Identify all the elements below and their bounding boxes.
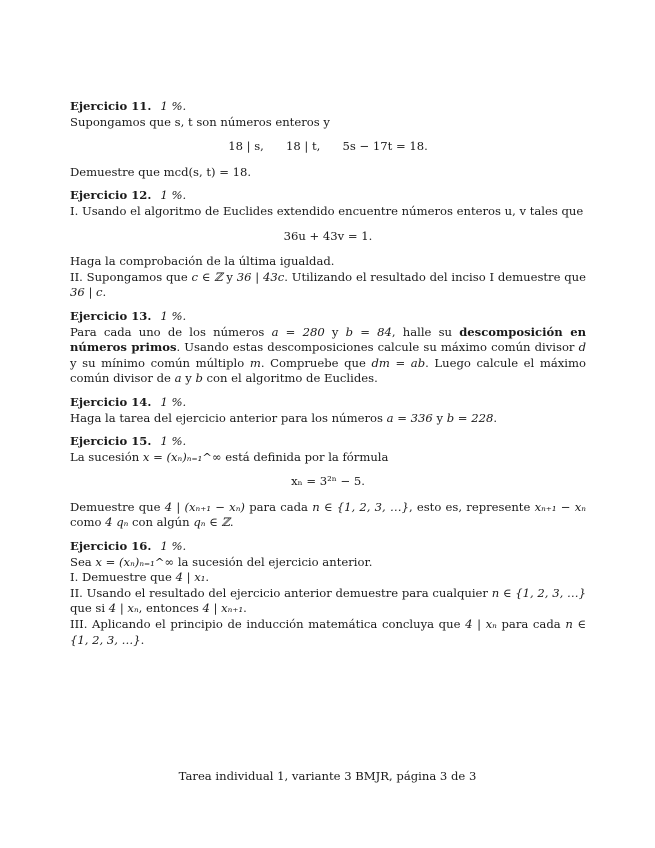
text-run: , entonces [138, 601, 203, 616]
exercise-text [70, 270, 586, 301]
display-formula: 18 | s, 18 | t, 5s − 17t = 18. [228, 139, 428, 154]
exercise-text [70, 450, 586, 466]
math-inline: 36 | 43c [236, 269, 285, 284]
math-inline: 36 | c [70, 285, 103, 300]
math-inline: dm = ab [371, 355, 426, 370]
text-run: . [243, 601, 247, 616]
math-inline: x = (xₙ)ₙ₌₁^∞ [142, 449, 222, 464]
exercise-header [70, 188, 586, 204]
exercise-11 [70, 99, 586, 180]
text-run: . Luego calcule el máximo común divisor de [70, 355, 586, 386]
exercise-title: Ejercicio 16. [70, 539, 152, 554]
text-run: está definida por la fórmula [221, 449, 389, 464]
exercise-weight: 1 %. [160, 308, 187, 323]
math-inline: 4 | xₙ [108, 601, 139, 616]
text-run: , halle su [391, 324, 460, 339]
math-inline: xₙ₊₁ − xₙ [534, 499, 586, 514]
exercise-weight: 1 %. [160, 434, 187, 449]
exercise-text: I. Usando el algoritmo de Euclides extendido encuentre números enteros u, v tales que [70, 203, 584, 218]
math-inline: 4 qₙ [105, 515, 129, 530]
math-inline: a = 280 [271, 324, 325, 339]
math-inline: 4 | xₙ [465, 617, 497, 632]
text-run: con el algoritmo de Euclides. [202, 371, 378, 386]
text-run: Haga la tarea del ejercicio anterior para los números [70, 410, 387, 425]
page-footer: Tarea individual 1, variante 3 BMJR, página 3 de 3 [178, 769, 477, 783]
text-run: La sucesión [70, 449, 143, 464]
text-run: I. Demuestre que [70, 570, 176, 585]
math-inline: m [249, 355, 261, 370]
exercise-text: Haga la comprobación de la última igualdad. [70, 254, 335, 269]
math-inline: a [174, 371, 182, 386]
exercise-header [70, 99, 586, 115]
math-inline: d [578, 340, 586, 355]
math-inline: n ∈ {1, 2, 3, …} [70, 617, 586, 647]
text-run: Para cada uno de los números [70, 324, 272, 339]
text-run: . [140, 632, 145, 647]
text-run: . Usando estas descomposiciones calcule su máximo común divisor [176, 340, 579, 355]
text-run: . [205, 570, 210, 585]
display-formula: 36u + 43v = 1. [283, 228, 373, 243]
math-inline: a = 336 [386, 410, 433, 425]
bold-term: descomposición en números primos [70, 324, 587, 355]
exercise-text: Supongamos que s, t son números enteros y [70, 114, 330, 129]
text-run: , esto es, represente [408, 499, 535, 514]
math-inline: 4 | (xₙ₊₁ − xₙ) [164, 499, 245, 514]
text-run: II. Supongamos que [70, 269, 192, 284]
exercise-13 [70, 309, 586, 387]
exercise-header [70, 539, 586, 555]
exercise-text [70, 411, 586, 427]
page-content [70, 99, 586, 656]
exercise-text [70, 586, 586, 617]
math-inline: n ∈ {1, 2, 3, …} [491, 585, 586, 600]
exercise-header [70, 434, 586, 450]
math-inline: x = (xₙ)ₙ₌₁^∞ [95, 554, 175, 569]
text-run: y [222, 269, 237, 284]
exercise-title: Ejercicio 13. [70, 308, 152, 323]
exercise-text: Demuestre que mcd(s, t) = 18. [70, 164, 252, 179]
exercise-text [70, 500, 586, 531]
text-run: para cada [496, 617, 566, 632]
math-inline: b = 84 [345, 324, 392, 339]
exercise-header [70, 395, 586, 411]
text-run: y [181, 371, 196, 386]
math-inline: n ∈ {1, 2, 3, …} [312, 499, 409, 514]
exercise-16 [70, 539, 586, 648]
text-run: . [102, 285, 107, 300]
exercise-15 [70, 434, 586, 531]
exercise-12 [70, 188, 586, 301]
exercise-text [70, 570, 586, 586]
text-run: . Compruebe que [260, 355, 372, 370]
exercise-14 [70, 395, 586, 426]
math-inline: b = 228 [446, 410, 494, 425]
exercise-weight: 1 %. [160, 394, 187, 409]
exercise-text [70, 555, 586, 571]
text-run: III. Aplicando el principio de inducción matemática concluya que [70, 617, 466, 632]
exercise-weight: 1 %. [160, 188, 187, 203]
text-run: . [229, 515, 234, 530]
math-inline: 4 | x₁ [175, 570, 206, 585]
exercise-weight: 1 %. [160, 539, 187, 554]
math-inline: b [195, 371, 203, 386]
text-run: . [493, 410, 498, 425]
exercise-title: Ejercicio 12. [70, 188, 152, 203]
text-run: la sucesión del ejercicio anterior. [174, 554, 373, 569]
text-run: Sea [70, 554, 96, 569]
text-run: con algún [128, 515, 194, 530]
exercise-text [70, 325, 586, 387]
text-run: . Utilizando el resultado del inciso I demuestre que [284, 269, 586, 284]
text-run: para cada [244, 499, 313, 514]
text-run: Demuestre que [70, 499, 165, 514]
math-inline: 4 | xₙ₊₁ [202, 601, 244, 616]
exercise-title: Ejercicio 11. [70, 99, 152, 113]
exercise-title: Ejercicio 15. [70, 434, 152, 449]
exercise-weight: 1 %. [160, 99, 187, 113]
text-run: y [324, 324, 346, 339]
math-inline: c ∈ ℤ [191, 269, 223, 284]
text-run: y [432, 410, 447, 425]
exercise-header [70, 309, 586, 325]
text-run: II. Usando el resultado del ejercicio anterior demuestre para cualquier [70, 585, 492, 600]
text-run: y su mínimo común múltiplo [70, 355, 250, 370]
text-run: como [70, 515, 106, 530]
exercise-title: Ejercicio 14. [70, 394, 152, 409]
math-inline: qₙ ∈ ℤ [193, 515, 230, 530]
exercise-text [70, 617, 586, 648]
text-run: que si [70, 601, 109, 616]
display-formula: xₙ = 3²ⁿ − 5. [291, 474, 365, 489]
